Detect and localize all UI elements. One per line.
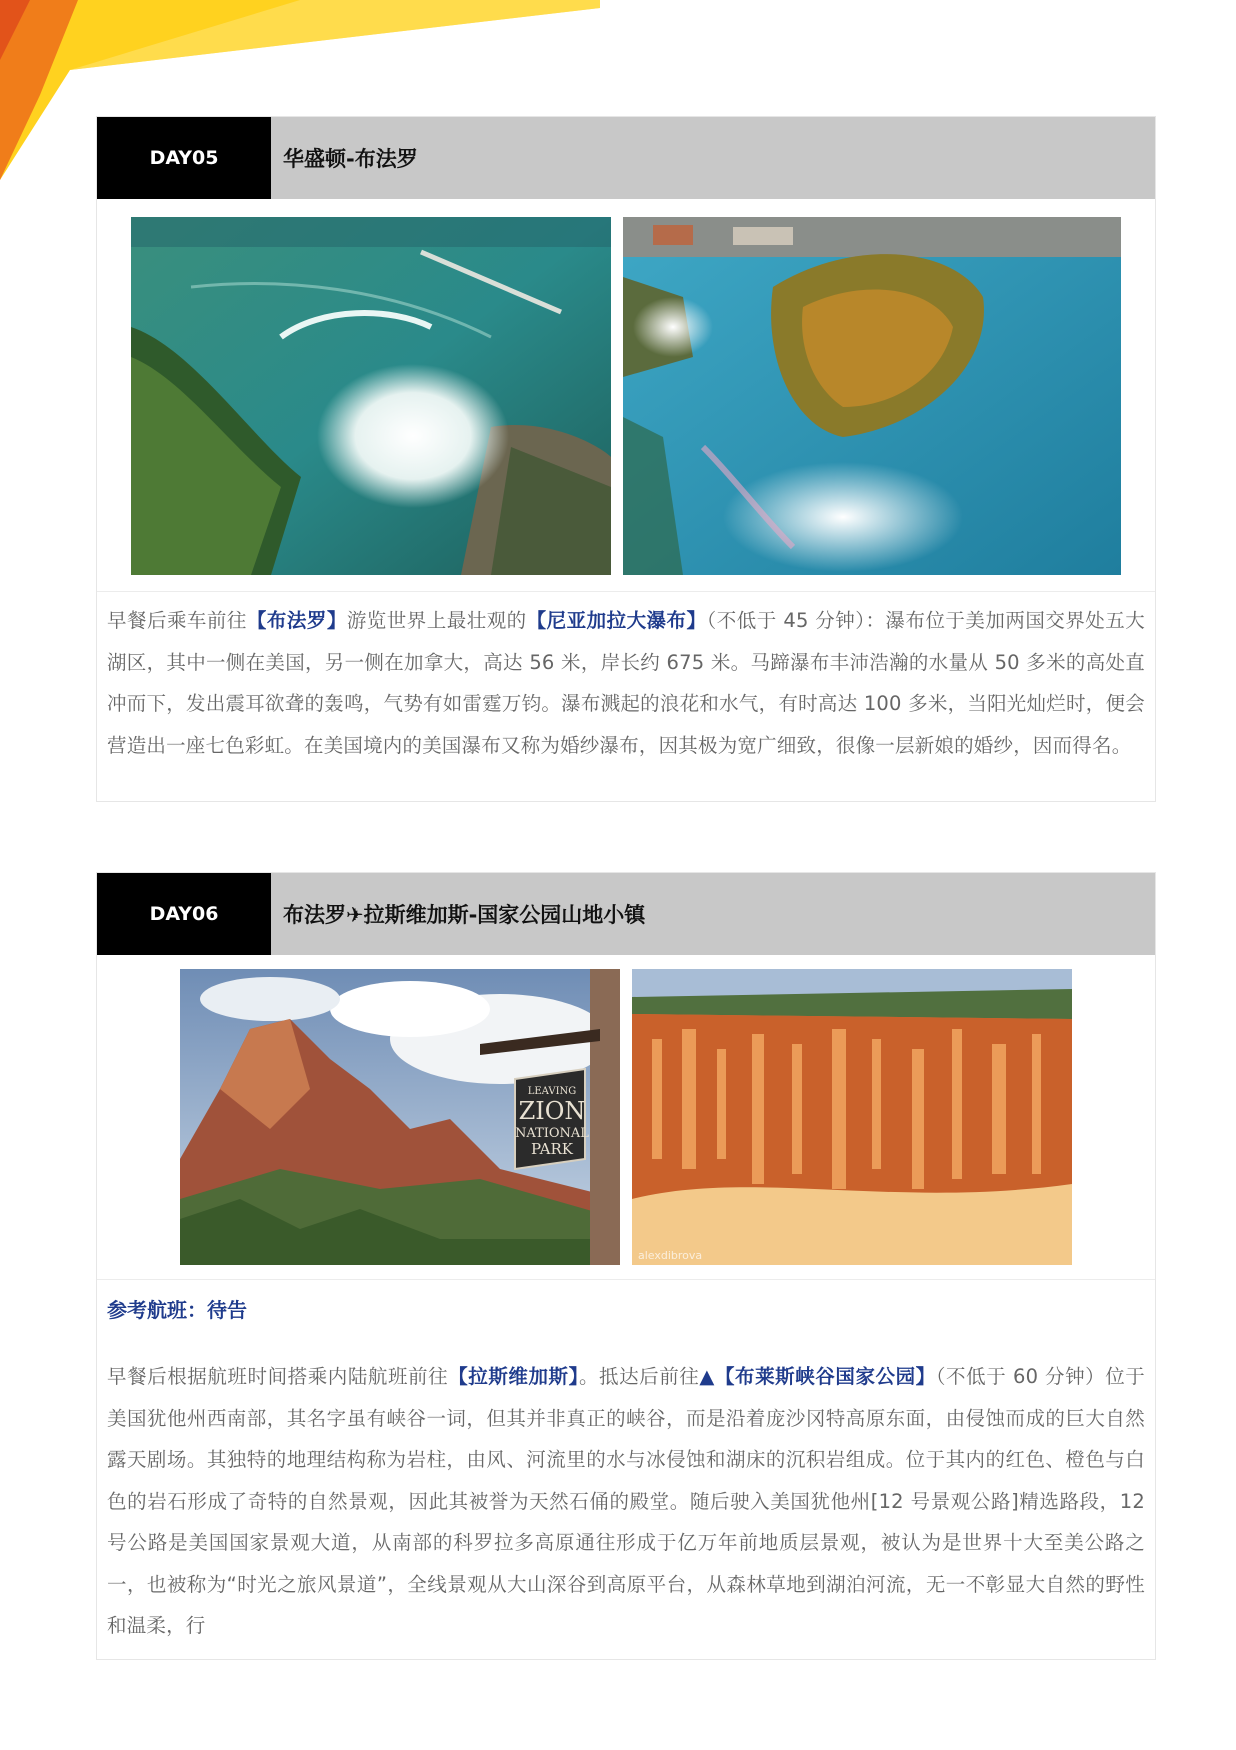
text-segment: 早餐后乘车前往	[107, 609, 247, 632]
text-segment: （不低于 45 分钟）：瀑布位于美加两国交界处五大湖区，其中一侧在美国，另一侧在加拿大，高达 56 米，岸长约 675 米。马蹄瀑布丰沛浩瀚的水量从 50 多米的高处直冲而下，发出震耳欲聋的轰鸣，气势有如雷霆万钧。瀑布溅起的浪花和水气，有时高达 100 多米，当阳光灿烂时，便会营造出一座七色彩虹。在美国境内的美国瀑布又称为婚纱瀑布，因其极为宽广细致，很像一层新娘的婚纱，因而得名。	[107, 609, 1145, 757]
text-segment: （不低于 60 分钟）位于美国犹他州西南部，其名字虽有峡谷一词，但其并非真正的峡谷，而是沿着庞沙冈特高原东面，由侵蚀而成的巨大自然露天剧场。其独特的地理结构称为岩柱，由风、河流里的水与冰侵蚀和湖床的沉积岩组成。位于其内的红色、橙色与白色的岩石形成了奇特的自然景观，因此其被誉为天然石俑的殿堂。随后驶入美国犹他州[12 号景观公路]精选路段，12 号公路是美国国家景观大道，从南部的科罗拉多高原通往形成于亿万年前地质层景观，被认为是世界十大至美公路之一，也被称为“时光之旅风景道”，全线景观从大山深谷到高原平台，从森林草地到湖泊河流，无一不彰显大自然的野性和温柔，行	[107, 1365, 1145, 1637]
day05-card	[96, 116, 1156, 802]
day-title: 华盛顿-布法罗	[271, 117, 1155, 199]
day05-photo-row	[97, 217, 1155, 575]
text-segment: 早餐后根据航班时间搭乘内陆航班前往	[107, 1365, 449, 1388]
day06-header	[97, 873, 1155, 955]
day-title: 布法罗✈拉斯维加斯-国家公园山地小镇	[271, 873, 1155, 955]
day-badge: DAY06	[97, 873, 271, 955]
zion-sign	[515, 1069, 589, 1169]
highlight-term: 【尼亚加拉大瀑布】	[526, 609, 707, 632]
highlight-term: 【拉斯维加斯】	[448, 1365, 579, 1388]
text-segment: 。抵达后前往	[578, 1365, 700, 1388]
photo-watermark: alexdibrova	[638, 1249, 703, 1262]
text-segment: 游览世界上最壮观的	[346, 609, 527, 632]
day05-description	[97, 592, 1155, 766]
day06-card	[96, 872, 1156, 1660]
niagara-horseshoe-photo	[131, 217, 611, 575]
zion-national-park-photo	[180, 969, 620, 1265]
bryce-canyon-photo	[632, 969, 1072, 1265]
day06-photo-row	[97, 969, 1155, 1265]
svg-text:LEAVING: LEAVING	[527, 1086, 577, 1097]
day-badge: DAY05	[97, 117, 271, 199]
svg-text:PARK: PARK	[530, 1140, 574, 1158]
highlight-term: ▲【布莱斯峡谷国家公园】	[699, 1365, 936, 1388]
day06-description	[97, 1334, 1155, 1647]
day05-header	[97, 117, 1155, 199]
reference-flight: 参考航班：待告	[107, 1298, 247, 1322]
svg-text:ZION: ZION	[518, 1097, 586, 1125]
niagara-aerial-photo	[623, 217, 1121, 575]
highlight-term: 【布法罗】	[246, 609, 347, 632]
svg-text:NATIONAL: NATIONAL	[515, 1126, 589, 1141]
